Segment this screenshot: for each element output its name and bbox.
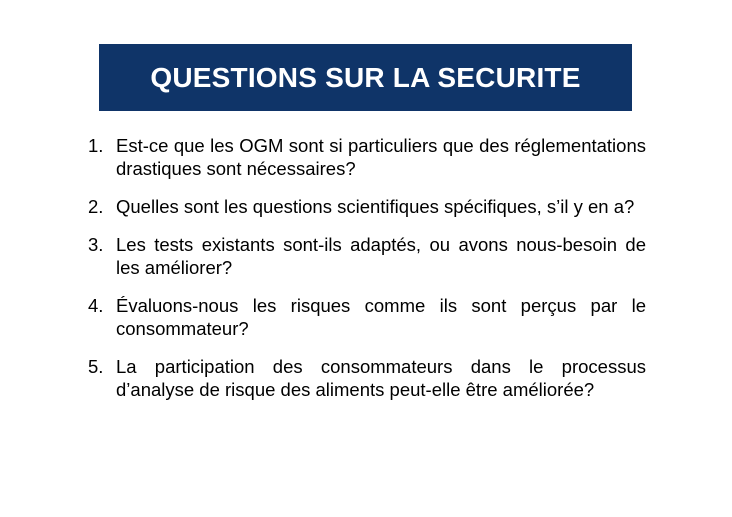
question-item-1 (88, 134, 646, 180)
title-banner (99, 44, 632, 111)
question-text: Quelles sont les questions scientifiques spécifiques, s’il y en a? (116, 196, 635, 217)
question-number: 4. (88, 295, 104, 316)
question-text: La participation des consommateurs dans le processus d’analyse de risque des aliments peut-elle être améliorée? (116, 356, 646, 400)
question-number: 1. (88, 135, 104, 156)
question-list (88, 134, 646, 416)
question-item-4 (88, 294, 646, 340)
question-item-2 (88, 195, 646, 218)
slide-title: QUESTIONS SUR LA SECURITE (150, 61, 581, 93)
question-text: Évaluons-nous les risques comme ils sont perçus par le consommateur? (116, 295, 646, 339)
question-text: Les tests existants sont-ils adaptés, ou avons nous-besoin de les améliorer? (116, 234, 646, 278)
question-number: 5. (88, 356, 104, 377)
question-text: Est-ce que les OGM sont si particuliers que des réglementations drastiques sont nécessaires? (116, 135, 646, 179)
question-item-3 (88, 233, 646, 279)
question-item-5 (88, 355, 646, 401)
question-number: 3. (88, 234, 104, 255)
question-number: 2. (88, 196, 104, 217)
